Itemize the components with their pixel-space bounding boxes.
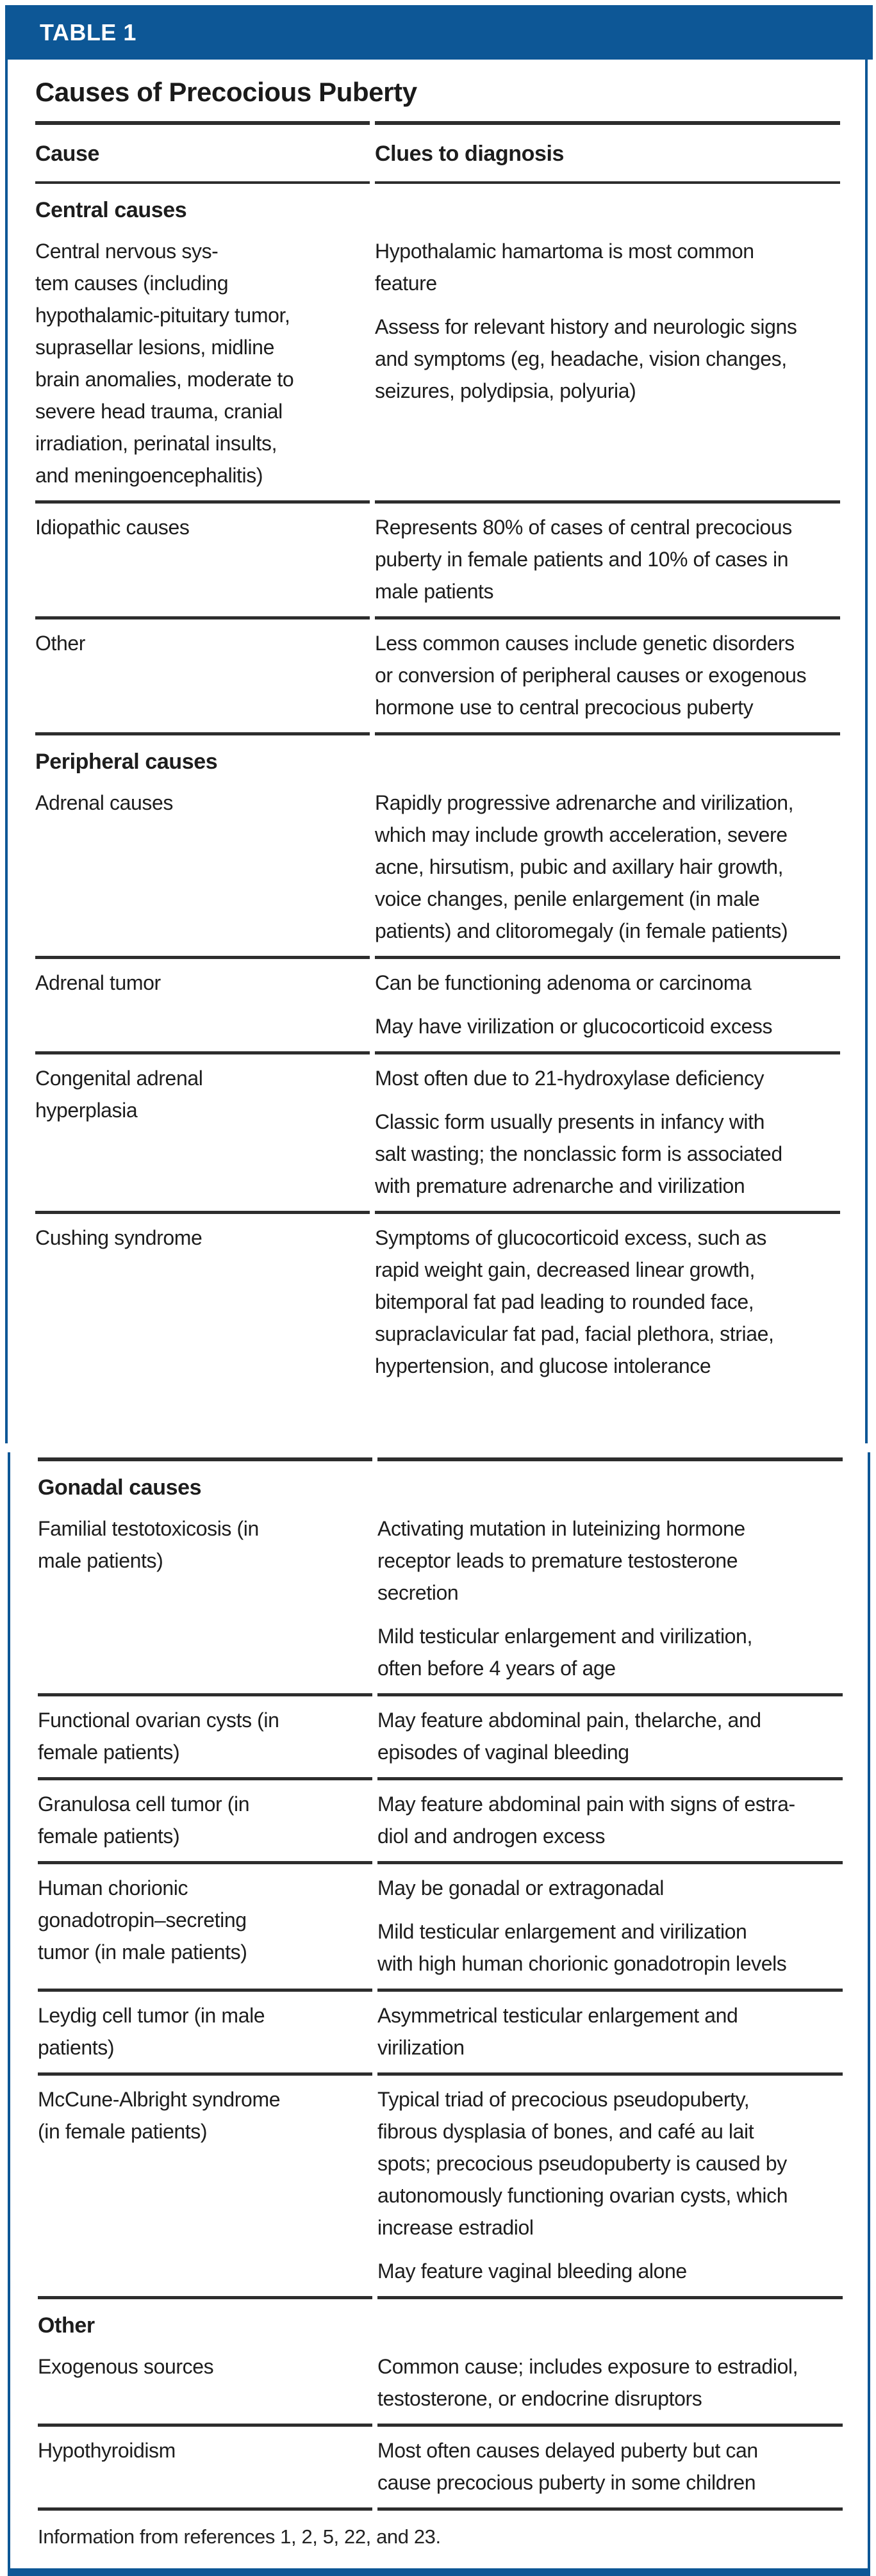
clue-paragraph: Asymmetrical testicular enlargement and virilization	[377, 2004, 738, 2059]
clue-paragraph: Classic form usually presents in infancy with salt wasting; the nonclassic form is associated with premature adrenarche and virilization	[375, 1110, 782, 1197]
cause-cell: Hypothyroidism	[38, 2439, 176, 2462]
table-row	[35, 1214, 837, 1433]
column-header-row	[35, 125, 837, 181]
clue-paragraph: Typical triad of precocious pseudopuberty, fibrous dysplasia of bones, and café au lait spots; precocious pseudopuberty is caused by autonomously functioning ovarian cysts, which increase estradiol	[377, 2088, 788, 2239]
table-row	[38, 2427, 839, 2507]
clue-paragraph: Less common causes include genetic disorders or conversion of peripheral causes or exogenous hormone use to central precocious puberty	[375, 632, 807, 719]
clue-paragraph: Mild testicular enlargement and virilization, often before 4 years of age	[377, 1625, 752, 1680]
table-row	[35, 1054, 837, 1211]
table-row	[38, 1696, 839, 1777]
table-row	[38, 1864, 839, 1989]
clue-paragraph: May feature abdominal pain, thelarche, and episodes of vaginal bleeding	[377, 1709, 761, 1764]
clues-cell	[375, 779, 840, 956]
clues-cell	[375, 1054, 840, 1211]
clues-cell	[377, 2427, 843, 2507]
cause-cell: McCune-Albright syndrome (in female patients)	[38, 2088, 281, 2143]
table-header-bar	[5, 5, 873, 60]
clues-cell	[377, 2343, 843, 2424]
header-divider	[35, 181, 837, 184]
column-header-clues: Clues to diagnosis	[375, 142, 565, 166]
column-header-cause: Cause	[35, 142, 100, 166]
cause-cell: Exogenous sources	[38, 2355, 214, 2378]
clue-paragraph: Mild testicular enlargement and virilization with high human chorionic gonadotropin levels	[377, 1920, 787, 1975]
table-part-2	[8, 1452, 870, 2576]
table-row	[35, 959, 837, 1051]
table-row	[35, 619, 837, 732]
table-row	[38, 2076, 839, 2296]
clues-cell	[377, 1864, 843, 1989]
clues-cell	[377, 1992, 843, 2072]
table-title: Causes of Precocious Puberty	[35, 77, 417, 107]
table-row	[35, 227, 837, 500]
cause-cell: Granulosa cell tumor (in female patients)	[38, 1793, 250, 1848]
table-tag: TABLE 1	[40, 19, 136, 45]
cause-cell: Functional ovarian cysts (in female patients)	[38, 1709, 279, 1764]
cause-cell: Human chorionic gonadotropin–secreting tumor (in male patients)	[38, 1876, 247, 1964]
clues-cell	[377, 1780, 843, 1861]
clue-paragraph: May feature vaginal bleeding alone	[377, 2260, 687, 2283]
clues-cell	[375, 227, 840, 500]
cause-cell: Adrenal tumor	[35, 971, 161, 994]
part-2-top-divider	[38, 1457, 839, 1461]
clues-cell	[375, 619, 840, 732]
table-row	[35, 504, 837, 616]
clue-paragraph: Most often causes delayed puberty but can cause precocious puberty in some children	[377, 2439, 758, 2494]
table-row	[35, 779, 837, 956]
cause-cell: Idiopathic causes	[35, 516, 190, 539]
cause-cell: Central nervous sys- tem causes (including hypothalamic-pituitary tumor, suprasellar lesions, midline brain anomalies, moderate to severe head trauma, cranial irradiation, perinatal insults, and meningoencephalitis)	[35, 240, 294, 487]
section-heading: Central causes	[35, 198, 187, 222]
table-part-1	[5, 60, 868, 1443]
clue-paragraph: May be gonadal or extragonadal	[377, 1876, 664, 1899]
clue-paragraph: Represents 80% of cases of central precocious puberty in female patients and 10% of cases in male patients	[375, 516, 792, 603]
clues-cell	[375, 1214, 840, 1433]
clues-cell	[375, 504, 840, 616]
clues-cell	[375, 959, 840, 1051]
section-heading: Other	[38, 2313, 95, 2338]
clue-paragraph: Hypothalamic hamartoma is most common feature	[375, 240, 754, 295]
footer-divider	[38, 2507, 839, 2511]
cause-cell: Cushing syndrome	[35, 1226, 202, 1249]
cause-cell: Congenital adrenal hyperplasia	[35, 1067, 203, 1122]
clue-paragraph: May feature abdominal pain with signs of estra- diol and androgen excess	[377, 1793, 795, 1848]
clue-paragraph: Symptoms of glucocorticoid excess, such as rapid weight gain, decreased linear growth, bitemporal fat pad leading to rounded face, supraclavicular fat pad, facial plethora, striae, hypertension, and glucose intolerance	[375, 1226, 774, 1377]
section-heading: Gonadal causes	[38, 1475, 202, 1500]
clue-paragraph: Rapidly progressive adrenarche and virilization, which may include growth acceleration, severe acne, hirsutism, pubic and axillary hair growth, voice changes, penile enlargement (in male patients) and clitoromegaly (in female patients)	[375, 791, 794, 942]
clues-cell	[377, 2076, 843, 2296]
row-divider	[38, 2296, 839, 2299]
cause-cell: Familial testotoxicosis (in male patients)	[38, 1517, 259, 1572]
clues-cell	[377, 1505, 843, 1693]
cause-cell: Leydig cell tumor (in male patients)	[38, 2004, 265, 2059]
clue-paragraph: Activating mutation in luteinizing hormone receptor leads to premature testosterone secretion	[377, 1517, 745, 1604]
clue-paragraph: Most often due to 21-hydroxylase deficiency	[375, 1067, 764, 1090]
table-row	[38, 1780, 839, 1861]
clue-paragraph: Can be functioning adenoma or carcinoma	[375, 971, 752, 994]
clue-paragraph: Assess for relevant history and neurologic signs and symptoms (eg, headache, vision changes, seizures, polydipsia, polyuria)	[375, 315, 797, 402]
table-footnote: Information from references 1, 2, 5, 22, and 23.	[38, 2525, 441, 2548]
cause-cell: Other	[35, 632, 86, 655]
clue-paragraph: Common cause; includes exposure to estradiol, testosterone, or endocrine disruptors	[377, 2355, 798, 2410]
table-row	[38, 1505, 839, 1693]
section-heading: Peripheral causes	[35, 750, 218, 774]
table-row	[38, 2343, 839, 2424]
clue-paragraph: May have virilization or glucocorticoid excess	[375, 1015, 773, 1038]
cause-cell: Adrenal causes	[35, 791, 173, 814]
clues-cell	[377, 1696, 843, 1777]
table-row	[38, 1992, 839, 2072]
row-divider	[35, 732, 837, 735]
